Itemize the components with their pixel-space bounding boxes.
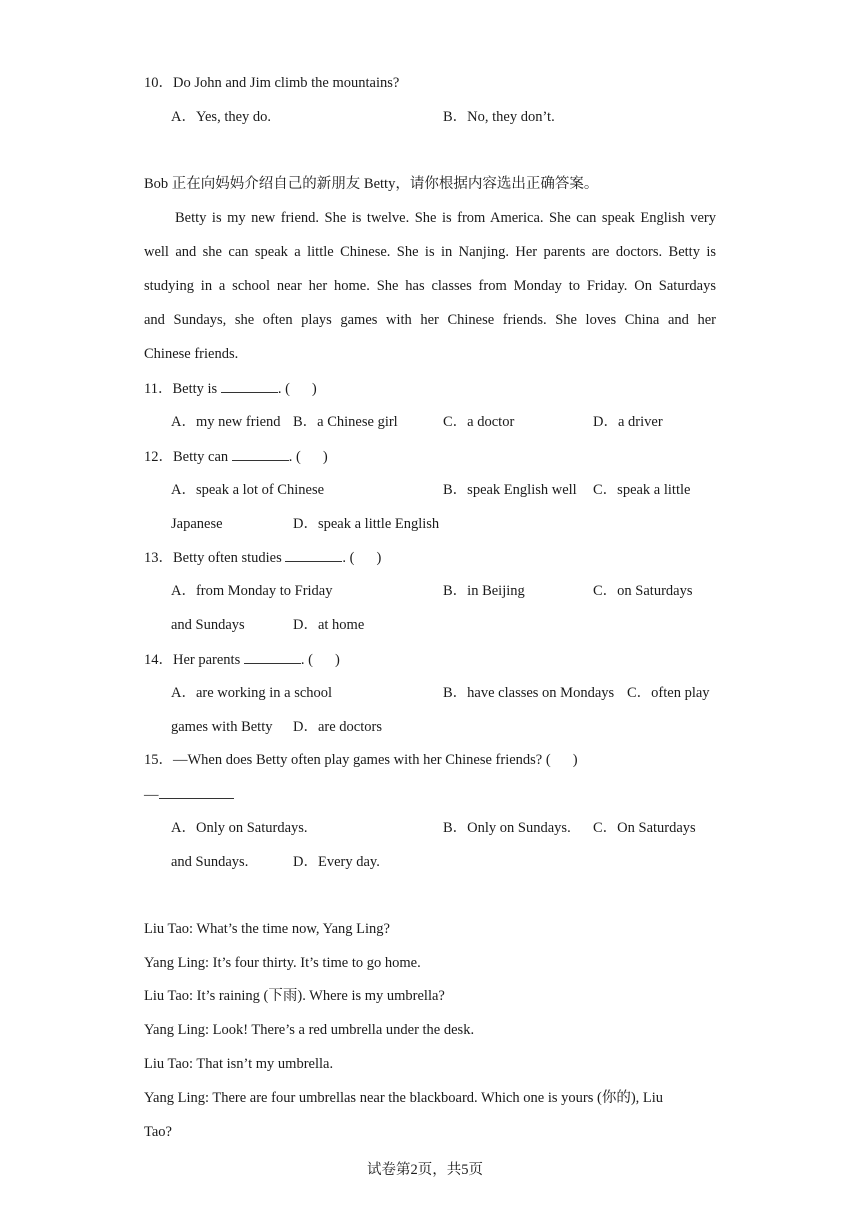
q15-option-c: C．On Saturdays	[593, 820, 696, 836]
q13-option-c: C．on Saturdays	[593, 583, 693, 599]
q12-answer-blank[interactable]	[232, 449, 289, 461]
q15-answer-line: —	[144, 787, 234, 803]
q11-answer-blank[interactable]	[221, 381, 278, 393]
q15-option-a: A．Only on Saturdays.	[171, 820, 308, 836]
q15-stem: 15．—When does Betty often play games with her Chinese friends? ( )	[144, 752, 578, 768]
passage-line-3: studying in a school near her home. She has classes from Monday to Friday. On Saturdays	[144, 278, 716, 294]
dialogue-line: Yang Ling: Look! There’s a red umbrella under the desk.	[144, 1022, 475, 1038]
q13-option-a: A．from Monday to Friday	[171, 583, 333, 599]
q13-option-c-continued: and Sundays	[171, 617, 245, 633]
passage-line-2: well and she can speak a little Chinese. She is in Nanjing. Her parents are doctors. Betty is	[144, 244, 716, 260]
passage-instruction: Bob 正在向妈妈介绍自己的新朋友 Betty，请你根据内容选出正确答案。	[144, 176, 599, 192]
dialogue-line: Liu Tao: It’s raining (下雨). Where is my umbrella?	[144, 988, 445, 1004]
q12-stem: 12．Betty can . ( )	[144, 449, 328, 465]
passage-line-5: Chinese friends.	[144, 346, 239, 362]
dialogue-line: Yang Ling: It’s four thirty. It’s time to go home.	[144, 955, 421, 971]
q14-option-c: C．often play	[627, 685, 710, 701]
q11-stem: 11．Betty is . ( )	[144, 381, 317, 397]
q12-option-a: A．speak a lot of Chinese	[171, 482, 325, 498]
q13-option-b: B．in Beijing	[443, 583, 525, 599]
q11-option-c: C．a doctor	[443, 414, 515, 430]
q12-option-b: B．speak English well	[443, 482, 577, 498]
q12-option-c: C．speak a little	[593, 482, 691, 498]
dialogue-line: Yang Ling: There are four umbrellas near the blackboard. Which one is yours (你的), Liu	[144, 1090, 664, 1106]
q11-option-d: D．a driver	[593, 414, 663, 430]
q15-answer-blank[interactable]	[159, 787, 234, 799]
dialogue-line: Tao?	[144, 1124, 172, 1140]
q13-stem: 13．Betty often studies . ( )	[144, 550, 382, 566]
q10-option-a: A．Yes, they do.	[171, 109, 272, 125]
q14-option-a: A．are working in a school	[171, 685, 333, 701]
q14-stem: 14．Her parents . ( )	[144, 652, 340, 668]
page-footer: 试卷第2页，共5页	[367, 1162, 483, 1178]
q12-option-d: D．speak a little English	[293, 516, 440, 532]
q14-answer-blank[interactable]	[244, 652, 301, 664]
q15-option-d: D．Every day.	[293, 854, 380, 870]
q10-option-b: B．No, they don’t.	[443, 109, 555, 125]
q13-option-d: D．at home	[293, 617, 365, 633]
q14-option-d: D．are doctors	[293, 719, 382, 735]
q14-option-c-continued: games with Betty	[171, 719, 273, 735]
q15-option-c-continued: and Sundays.	[171, 854, 249, 870]
q13-answer-blank[interactable]	[285, 550, 342, 562]
passage-line-1: Betty is my new friend. She is twelve. She is from America. She can speak English very	[175, 210, 716, 226]
q14-option-b: B．have classes on Mondays	[443, 685, 615, 701]
dialogue-line: Liu Tao: That isn’t my umbrella.	[144, 1056, 334, 1072]
dialogue-line: Liu Tao: What’s the time now, Yang Ling?	[144, 921, 390, 937]
q15-option-b: B．Only on Sundays.	[443, 820, 571, 836]
q11-option-a: A．my new friend	[171, 414, 281, 430]
q12-option-c-continued: Japanese	[171, 516, 223, 532]
q10-stem: 10．Do John and Jim climb the mountains?	[144, 75, 400, 91]
q11-option-b: B．a Chinese girl	[293, 414, 398, 430]
passage-line-4: and Sundays, she often plays games with her Chinese friends. She loves China and her	[144, 312, 716, 328]
